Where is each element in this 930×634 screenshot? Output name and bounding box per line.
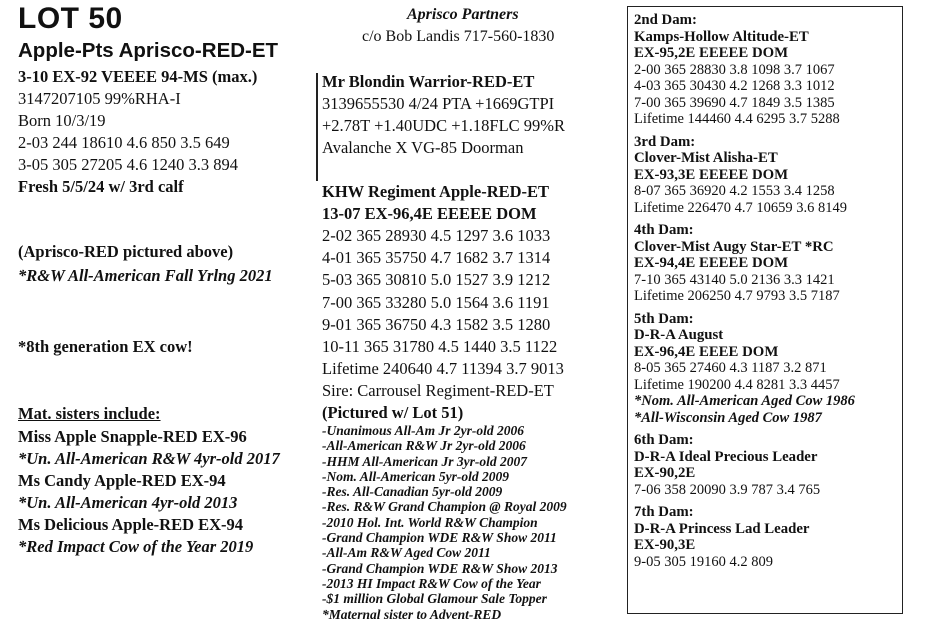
ancestor-dam-label: 7th Dam: [634,504,694,520]
ancestor-dam-class: EX-93,3E EEEEE DOM [634,166,789,183]
dam-record-line: 10-11 365 31780 4.5 1440 3.5 1122 [322,337,558,357]
ancestor-dam-name: D-R-A August [634,327,724,343]
ancestor-dam-section [634,134,902,217]
dam-classification: 13-07 EX-96,4E EEEEE DOM [322,204,537,223]
dam-award-line: *Maternal sister to Advent-RED [322,606,502,622]
ancestor-dam-class: EX-90,2E [634,465,696,481]
ancestor-dam-label: 3rd Dam: [634,133,696,150]
ancestor-dam-label: 4th Dam: [634,222,694,238]
ancestor-dam-name: D-R-A Princess Lad Leader [634,520,810,537]
cow-info-line: Fresh 5/5/24 w/ 3rd calf [18,177,184,196]
cow-info-line: 3147207105 99%RHA-I [18,89,181,108]
ancestor-dam-name: Clover-Mist Alisha-ET [634,150,778,166]
pictured-note: (Aprisco-RED pictured above) [18,242,234,261]
ancestor-dam-label: 5th Dam: [634,310,694,327]
dam-award-line: -2013 HI Impact R&W Cow of the Year [322,575,541,591]
dam-record-line: 2-02 365 28930 4.5 1297 3.6 1033 [322,226,551,245]
dam-awards [322,423,567,622]
cow-info-line: 3-10 EX-92 VEEEE 94-MS (max.) [18,67,258,86]
sister-name: Miss Apple Snapple-RED EX-96 [18,427,247,446]
sire-name: Mr Blondin Warrior-RED-ET [322,72,535,91]
dam-records [322,225,557,358]
dam-award-line: -2010 Hol. Int. World R&W Champion [322,514,538,530]
cow-info-line: 3-05 305 27205 4.6 1240 3.3 894 [18,155,238,174]
ancestor-dam-award: *Nom. All-American Aged Cow 1986 [634,393,855,409]
ancestor-dam-class: EX-95,2E EEEEE DOM [634,45,789,61]
ancestor-dam-record: 9-05 305 19160 4.2 809 [634,553,773,570]
sire-info-line: 3139655530 4/24 PTA +1669GTPI [322,94,555,113]
ancestor-dam-label: 2nd Dam: [634,12,697,28]
cow-info-line: 2-03 244 18610 4.6 850 3.5 649 [18,133,230,152]
dam-award-line: -Res. All-Canadian 5yr-old 2009 [322,484,503,500]
ancestor-dam-record: 7-00 365 39690 4.7 1849 3.5 1385 [634,94,835,111]
ancestor-dam-record: 4-03 365 30430 4.2 1268 3.3 1012 [634,78,835,94]
sisters-list [18,426,280,558]
dam-record-line: 7-00 365 33280 5.0 1564 3.6 1191 [322,292,550,312]
dam-award-line: -Grand Champion WDE R&W Show 2013 [322,560,558,576]
ancestor-dam-record: 8-05 365 27460 4.3 1187 3.2 871 [634,360,827,376]
ancestor-dam-section [634,432,902,498]
sister-name: Ms Candy Apple-RED EX-94 [18,471,226,490]
ancestor-dam-class: EX-90,3E [634,537,696,553]
dam-award-line: -HHM All-American Jr 3yr-old 2007 [322,453,527,469]
consignor-name: Aprisco Partners [407,6,519,23]
sire-divider [316,73,318,181]
ancestor-dam-record: Lifetime 190200 4.4 8281 3.3 4457 [634,376,840,393]
dam-award-line: -$1 million Global Glamour Sale Topper [322,591,547,607]
cow-info-line: Born 10/3/19 [18,111,106,130]
ancestor-dam-section [634,504,902,570]
dam-award-line: -Res. R&W Grand Champion @ Royal 2009 [322,499,567,515]
ancestor-dam-record: Lifetime 144460 4.4 6295 3.7 5288 [634,111,840,127]
ancestor-dam-name: D-R-A Ideal Precious Leader [634,448,818,465]
ancestor-dam-award: *All-Wisconsin Aged Cow 1987 [634,409,822,426]
dam-record-line: 9-01 365 36750 4.3 1582 3.5 1280 [322,314,551,334]
ancestor-dam-name: Kamps-Hollow Altitude-ET [634,28,809,45]
ancestor-dam-label: 6th Dam: [634,432,694,448]
dam-award-line: -Unanimous All-Am Jr 2yr-old 2006 [322,423,525,438]
sister-award: *Un. All-American 4yr-old 2013 [18,493,238,512]
dam-award-line: -Grand Champion WDE R&W Show 2011 [322,530,557,546]
dam-record-line: 5-03 365 30810 5.0 1527 3.9 1212 [322,270,551,290]
ancestor-dam-record: Lifetime 206250 4.7 9793 3.5 7187 [634,288,840,304]
ancestor-dam-section [634,311,902,427]
sister-award: *Red Impact Cow of the Year 2019 [18,537,254,556]
ancestor-dam-record: 7-06 358 20090 3.9 787 3.4 765 [634,481,821,498]
ancestor-dam-section [634,222,902,305]
sister-name: Ms Delicious Apple-RED EX-94 [18,515,244,534]
sisters-header: Mat. sisters include: [18,404,161,423]
ancestor-dam-class: EX-96,4E EEEE DOM [634,343,779,360]
sire-info-line: +2.78T +1.40UDC +1.18FLC 99%R [322,116,566,136]
ancestor-dam-record: 7-10 365 43140 5.0 2136 3.3 1421 [634,271,835,288]
dam-award-line: -Nom. All-American 5yr-old 2009 [322,468,509,484]
dam-pictured: (Pictured w/ Lot 51) [322,403,464,422]
award-note: *R&W All-American Fall Yrlng 2021 [18,266,273,285]
lot-number: LOT 50 [18,2,123,35]
cow-info [18,66,257,198]
consignor-contact: c/o Bob Landis 717-560-1830 [362,28,555,45]
cow-name: Apple-Pts Aprisco-RED-ET [18,39,279,62]
sister-award: *Un. All-American R&W 4yr-old 2017 [18,449,280,468]
ancestor-dam-record: 2-00 365 28830 3.8 1098 3.7 1067 [634,61,835,78]
sire-info [322,93,565,160]
ancestor-dam-class: EX-94,4E EEEEE DOM [634,255,789,271]
ancestor-dam-record: Lifetime 226470 4.7 10659 3.6 8149 [634,199,848,216]
dam-lifetime: Lifetime 240640 4.7 11394 3.7 9013 [322,359,564,378]
dam-record-line: 4-01 365 35750 4.7 1682 3.7 1314 [322,248,551,268]
sire-info-line: Avalanche X VG-85 Doorman [322,138,524,158]
ancestor-dam-record: 8-07 365 36920 4.2 1553 3.4 1258 [634,183,835,199]
dam-award-line: -All-Am R&W Aged Cow 2011 [322,545,491,561]
dam-sire: Sire: Carrousel Regiment-RED-ET [322,381,554,400]
dam-award-line: -All-American R&W Jr 2yr-old 2006 [322,438,526,454]
generation-note: *8th generation EX cow! [18,337,193,356]
ancestor-dam-section [634,12,902,128]
ancestor-dam-name: Clover-Mist Augy Star-ET *RC [634,238,834,255]
pedigree-box [627,6,903,614]
dam-name: KHW Regiment Apple-RED-ET [322,182,550,201]
